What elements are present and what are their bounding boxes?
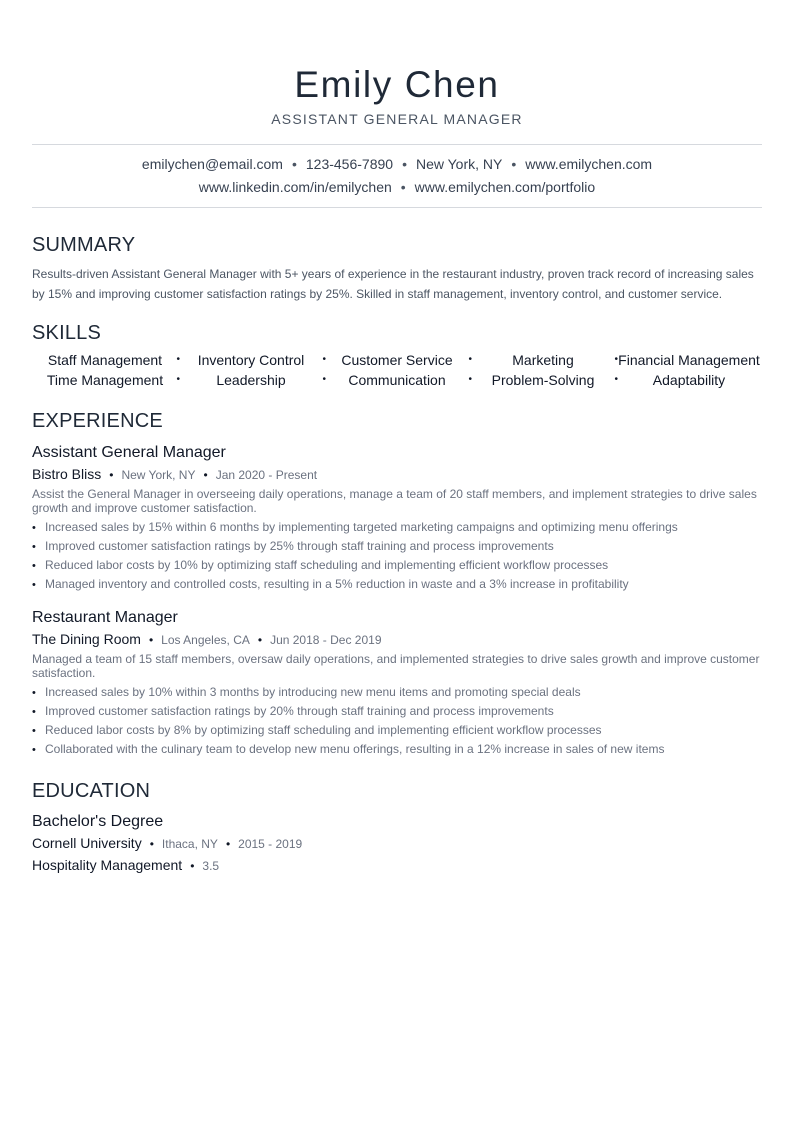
summary-text: Results-driven Assistant General Manager with 5+ years of experience in the restaurant industry, proven track record of increasing sales by 15% and improving customer satisfaction ratings by 25%. Skilled in staff management, inventory control, and customer service. xyxy=(32,267,754,301)
contact-separator: • xyxy=(291,156,297,172)
job-description: Assist the General Manager in overseeing daily operations, manage a team of 20 staff members, and implement strategies to drive sales growth and improve customer satisfaction. xyxy=(32,487,757,515)
meta-separator: • xyxy=(225,837,231,851)
contact-location: New York, NY xyxy=(415,156,503,172)
job-meta xyxy=(32,464,762,485)
achievement-item: • Collaborated with the culinary team to develop new menu offerings, resulting in a 12% increase in sales of new items xyxy=(32,740,762,759)
field-line xyxy=(32,855,762,876)
education-section xyxy=(32,779,762,876)
achievement-item: • Increased sales by 10% within 3 months by introducing new menu items and promoting special deals xyxy=(32,683,762,702)
school-line xyxy=(32,833,762,854)
skill-item: Financial Management xyxy=(618,352,760,368)
job-meta xyxy=(32,629,762,650)
meta-separator: • xyxy=(190,859,195,873)
achievement-item: • Improved customer satisfaction ratings by 25% through staff training and process improvements xyxy=(32,537,762,556)
meta-separator: • xyxy=(257,633,263,647)
achievement-item: • Reduced labor costs by 10% by optimizing staff scheduling and implementing efficient workflow processes xyxy=(32,556,762,575)
skill-item: Problem-Solving • xyxy=(491,372,618,388)
degree-title: Bachelor's Degree xyxy=(32,813,164,830)
contact-separator: • xyxy=(402,156,407,172)
skill-item: Customer Service • xyxy=(341,352,472,368)
skill-item: Communication • xyxy=(348,372,472,388)
contact-info xyxy=(32,145,762,207)
achievement-item: • Improved customer satisfaction ratings by 20% through staff training and process improvements xyxy=(32,702,762,721)
job-description: Managed a team of 15 staff members, oversaw daily operations, and implemented strategies to drive sales growth and improve customer satisfaction. xyxy=(32,652,760,680)
job-entry xyxy=(32,608,762,759)
contact-separator: • xyxy=(400,179,406,195)
contact-portfolio[interactable]: www.emilychen.com/portfolio xyxy=(414,179,596,195)
job-company: Bistro Bliss xyxy=(32,466,102,482)
skills-grid xyxy=(32,350,762,390)
contact-line-1 xyxy=(32,153,762,176)
school-dates: 2015 - 2019 xyxy=(238,837,303,851)
header-divider-bottom xyxy=(32,207,762,208)
gpa: 3.5 xyxy=(202,859,220,873)
skill-item: Marketing • xyxy=(512,352,618,368)
job-location: New York, NY xyxy=(121,468,196,482)
skills-title: SKILLS xyxy=(32,322,102,344)
contact-linkedin[interactable]: www.linkedin.com/in/emilychen xyxy=(198,179,392,195)
achievement-item: • Reduced labor costs by 8% by optimizing staff scheduling and implementing efficient workflow processes xyxy=(32,721,762,740)
contact-separator: • xyxy=(511,156,517,172)
summary-section xyxy=(32,233,762,304)
contact-email[interactable]: emilychen@email.com xyxy=(141,156,283,172)
summary-title: SUMMARY xyxy=(32,234,136,256)
skill-item: Leadership • xyxy=(216,372,326,388)
skill-item: Staff Management • xyxy=(47,352,180,368)
school-location: Ithaca, NY xyxy=(161,837,218,851)
meta-separator: • xyxy=(149,837,154,851)
skills-section xyxy=(32,321,762,390)
school-name: Cornell University xyxy=(32,835,142,851)
job-entry xyxy=(32,443,762,594)
experience-title: EXPERIENCE xyxy=(32,410,163,432)
job-dates: Jun 2018 - Dec 2019 xyxy=(270,633,382,647)
job-company: The Dining Room xyxy=(32,631,141,647)
job-dates: Jan 2020 - Present xyxy=(215,468,318,482)
experience-section xyxy=(32,409,762,759)
job-achievements xyxy=(32,683,762,759)
resume-header xyxy=(32,0,762,128)
education-title: EDUCATION xyxy=(32,780,151,802)
contact-phone[interactable]: 123-456-7890 xyxy=(305,156,394,172)
skill-item: Adaptability xyxy=(652,372,726,388)
field-of-study: Hospitality Management xyxy=(32,857,183,873)
meta-separator: • xyxy=(148,633,154,647)
achievement-item: • Increased sales by 15% within 6 months by implementing targeted marketing campaigns and optimizing menu offerings xyxy=(32,518,762,537)
contact-website[interactable]: www.emilychen.com xyxy=(525,156,653,172)
contact-line-2 xyxy=(32,176,762,199)
skill-item: Inventory Control • xyxy=(197,352,326,368)
candidate-name: Emily Chen xyxy=(294,64,500,105)
job-title: Restaurant Manager xyxy=(32,609,178,626)
education-entry xyxy=(32,812,762,876)
meta-separator: • xyxy=(109,468,114,482)
skill-item: Time Management • xyxy=(46,372,180,388)
candidate-role: ASSISTANT GENERAL MANAGER xyxy=(271,111,523,127)
achievement-item: • Managed inventory and controlled costs, resulting in a 5% reduction in waste and a 3% increase in profitability xyxy=(32,575,762,594)
job-title: Assistant General Manager xyxy=(32,444,226,461)
job-achievements xyxy=(32,518,762,594)
job-location: Los Angeles, CA xyxy=(161,633,250,647)
meta-separator: • xyxy=(203,468,208,482)
